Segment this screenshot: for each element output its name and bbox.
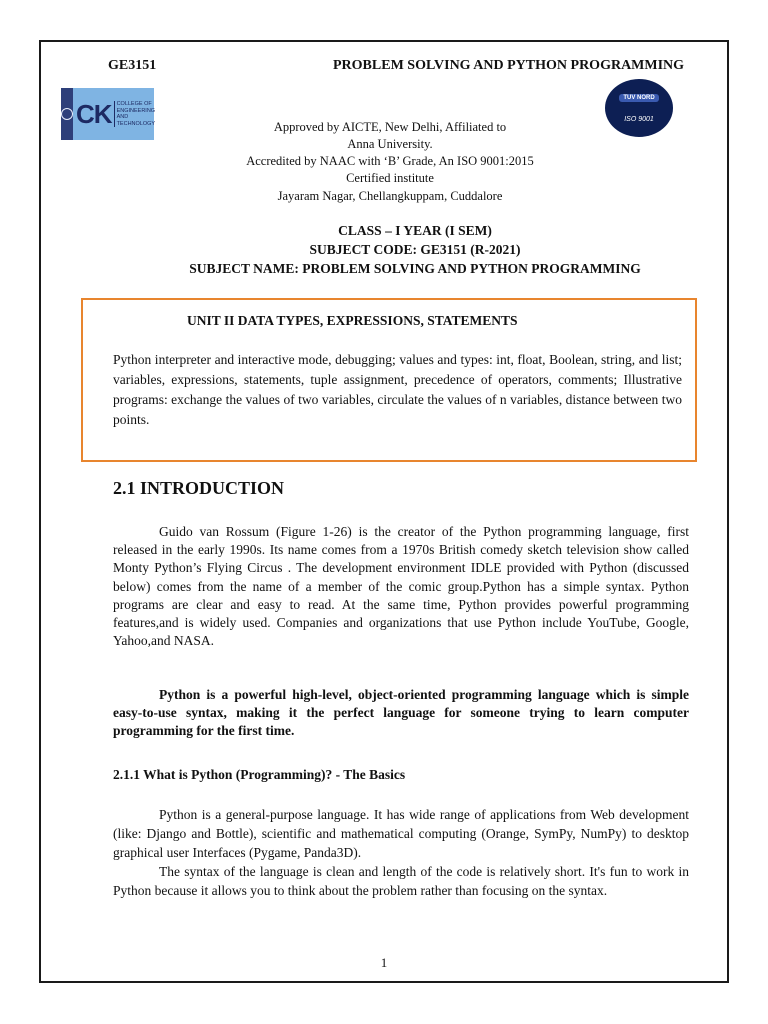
basics-paragraph-1: Python is a general-purpose language. It has wide range of applications from Web development (like: Django and Bottle), scientific and mathematical computing (Orange, SymPy, NumPy) to desktop graphical user Interfaces (Pygame, Panda3D). bbox=[113, 807, 689, 860]
institute-line-4: Certified institute bbox=[346, 171, 434, 185]
intro-paragraph-text: Guido van Rossum (Figure 1-26) is the creator of the Python programming language, first released in the early 1990s. Its name comes from a 1970s British comedy sketch television show called Monty Python’s Flying Circus . The development environment IDLE provided with Python (discussed below) comes from the name of a member of the comic group.Python has a simple syntax. Python programs are clear and easy to read. At the same time, Python provides powerful programming features,and is widely used. Companies and organizations that use Python include YouTube, Google, Yahoo,and NASA. bbox=[113, 524, 689, 649]
iso-certification-logo bbox=[605, 79, 673, 137]
institute-line-1: Approved by AICTE, New Delhi, Affiliated to bbox=[273, 120, 507, 134]
python-summary-text: Python is a powerful high-level, object-oriented programming language which is simple easy-to-use syntax, making it the perfect language for someone trying to learn computer programming for the first time. bbox=[113, 687, 689, 739]
institute-line-2: Anna University. bbox=[347, 137, 433, 151]
intro-paragraph bbox=[113, 523, 689, 650]
institute-line-5: Jayaram Nagar, Chellangkuppam, Cuddalore bbox=[277, 189, 503, 203]
institute-line-3: Accredited by NAAC with ‘B’ Grade, An ISO 9001:2015 bbox=[246, 154, 534, 168]
college-logo-text: COLLEGE OF ENGINEERING AND TECHNOLOGY bbox=[114, 101, 156, 127]
subject-name-line: SUBJECT NAME: PROBLEM SOLVING AND PYTHON PROGRAMMING bbox=[189, 261, 641, 276]
class-line: CLASS – I YEAR (I SEM) bbox=[338, 223, 492, 238]
tuv-nord-text: TUV NORD bbox=[619, 94, 658, 102]
page-number: 1 bbox=[380, 955, 388, 970]
section-heading-introduction: 2.1 INTRODUCTION bbox=[113, 478, 285, 498]
python-summary-paragraph bbox=[113, 686, 689, 741]
college-logo bbox=[61, 88, 154, 140]
subject-code-line: SUBJECT CODE: GE3151 (R-2021) bbox=[309, 242, 521, 257]
college-seal-icon bbox=[61, 88, 73, 140]
iso-text: ISO 9001 bbox=[624, 115, 654, 123]
unit-title: UNIT II DATA TYPES, EXPRESSIONS, STATEMENTS bbox=[187, 313, 518, 328]
course-title: PROBLEM SOLVING AND PYTHON PROGRAMMING bbox=[333, 58, 685, 73]
basics-paragraph-2: The syntax of the language is clean and length of the code is relatively short. It's fun to work in Python because it allows you to think about the problem rather than focusing on the syntax. bbox=[113, 864, 689, 898]
subsection-heading-basics: 2.1.1 What is Python (Programming)? - The Basics bbox=[113, 767, 406, 782]
basics-paragraphs bbox=[113, 805, 689, 900]
unit-syllabus-text: Python interpreter and interactive mode, debugging; values and types: int, float, Boolean, string, and list; variables, expressions, statements, tuple assignment, precedence of operators, comments; Illustrative programs: exchange the values of two variables, circulate the values of n variables, distance between two points. bbox=[113, 352, 682, 427]
course-code: GE3151 bbox=[108, 58, 157, 73]
college-logo-mark: CK bbox=[76, 98, 112, 129]
